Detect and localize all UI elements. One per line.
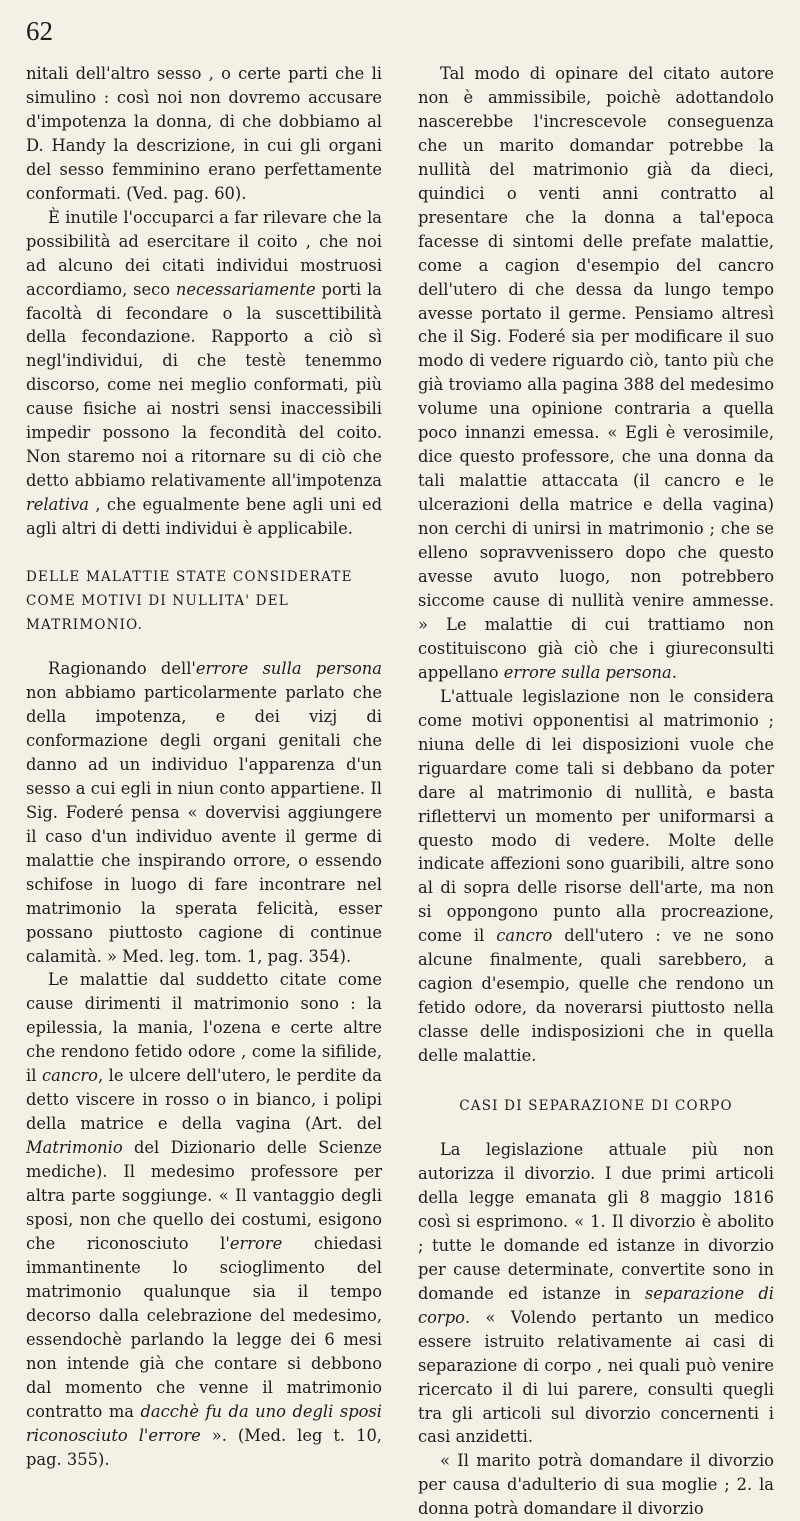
italic-text: dacchè fu da uno degli sposi riconosciuto l'errore [26,1401,382,1445]
paragraph: « Il marito potrà domandare il divorzio per causa d'adulterio di sua moglie ; 2. la donna potrà domandare il divorzio [418,1451,774,1519]
paragraph: La legislazione attuale più non autorizza il divorzio. I due primi articoli della legge emanata gli 8 maggio 1816 così si esprimono. « 1. Il divorzio è abolito ; tutte le domande ed istanze in divorzio per cause determinate, convertite sono in domande ed istanze in separazione di corpo. « Volendo pertanto un medico essere istruito relativamente ai casi di separazione di corpo , nei quali può venire ricercato il di lui parere, consulti quegli tra gli articoli sul divorzio concernenti i casi anzidetti. [418,1140,774,1447]
italic-text: errore sulla persona [503,662,672,682]
italic-text: cancro [41,1066,98,1086]
italic-text: errore [229,1233,283,1253]
italic-text: separazione di corpo [418,1283,774,1327]
italic-text: necessariamente [175,279,316,299]
paragraph: Ragionando dell'errore sulla persona non abbiamo particolarmente parlato che della impotenza, e dei vizj di conformazione degli organi genitali che danno ad un individuo l'apparenza d'un sesso a cui egli in niun conto appartiene. Il Sig. Foderé pensa « dovervisi aggiungere il caso d'un individuo avente il germe di malattie che inspirando orrore, o essendo schifose in luogo di fare incontrare nel matrimonio la sperata felicità, esser possano piuttosto cagione di continue calamità. » Med. leg. tom. 1, pag. 354). [26,659,382,966]
paragraph: nitali dell'altro sesso , o certe parti che li simulino : così noi non dovremo accusare d'impotenza la donna, di che dobbiamo al D. Handy la descrizione, in cui gli organi del sesso femminino erano perfettamente conformati. (Ved. pag. 60). [26,64,382,203]
italic-text: relativa [26,495,89,515]
italic-text: Matrimonio [26,1138,123,1158]
page-number: 62 [26,16,53,46]
italic-text: errore sulla persona [195,659,382,679]
paragraph: Tal modo di opinare del citato autore non è ammissibile, poichè adottandolo nascerebbe l'increscevole conseguenza che un marito domandar potrebbe la nullità del matrimonio già da dieci, quindici o venti anni contratto al presentare che la donna a tal'epoca facesse di sintomi delle prefate malattie, come a cagion d'esempio del cancro dell'utero di che dessa da lungo tempo avesse portato il germe. Pensiamo altresì che il Sig. Foderé sia per modificare il suo modo di vedere riguardo ciò, tanto più che già troviamo alla pagina 388 del medesimo volume una opinione contraria a quella poco innanzi emessa. « Egli è verosimile, dice questo professore, che una donna da tali malattie attaccata (il cancro e le ulcerazioni della matrice e della vagina) non cerchi di unirsi in matrimonio ; che se elleno sopravvenissero dopo che questo avesse avuto luogo, non potrebbero siccome cause di nullità venire ammesse. » Le malattie di cui trattiamo non costituiscono già ciò che i giureconsulti appellano errore sulla persona. [418,64,774,682]
section-heading: CASI DI SEPARAZIONE DI CORPO [459,1098,733,1115]
section-heading: DELLE MALATTIE STATE CONSIDERATE COME MOTIVI DI NULLITA' DEL MATRIMONIO. [26,569,353,634]
right-column [418,62,774,1521]
paragraph: È inutile l'occuparci a far rilevare che la possibilità ad esercitare il coito , che noi ad alcuno dei citati individui mostruosi accordiamo, seco necessariamente porti la facoltà di fecondare o la suscettibilità della fecondazione. Rapporto a ciò sì negl'individui, di che testè tenemmo discorso, come nei meglio conformati, più cause fisiche ai nostri sensi inaccessibili impedir possono la fecondità del coito. Non staremo noi a ritornare su di ciò che detto abbiamo relativamente all'impotenza relativa , che egualmente bene agli uni ed agli altri di detti individui è applicabile. [26,207,382,539]
left-column [26,62,382,1471]
paragraph: L'attuale legislazione non le considera come motivi opponentisi al matrimonio ; niuna delle di lei disposizioni vuole che riguardare come tali si debbano da poter dare al matrimonio di nullità, e basta riflettervi un momento per uniformarsi a questo modo di vedere. Molte delle indicate affezioni sono guaribili, altre sono al di sopra delle risorse dell'arte, ma non si oppongono punto alla procreazione, come il cancro dell'utero : ve ne sono alcune finalmente, quali sarebbero, a cagion d'esempio, quelle che rendono un fetido odore, da noverarsi piuttosto nella classe delle indisposizioni che in quella delle malattie. [418,686,774,1066]
italic-text: cancro [496,926,553,946]
paragraph: Le malattie dal suddetto citate come cause dirimenti il matrimonio sono : la epilessia, la mania, l'ozena e certe altre che rendono fetido odore , come la sifilide, il cancro, le ulcere dell'utero, le perdite da detto viscere in rosso o in bianco, i polipi della matrice e della vagina (Art. del Matrimonio del Dizionario delle Scienze mediche). Il medesimo professore per altra parte soggiunge. « Il vantaggio degli sposi, non che quello dei costumi, esigono che riconosciuto l'errore chiedasi immantinente lo scioglimento del matrimonio qualunque sia il tempo decorso dalla celebrazione del medesimo, essendochè parlando la legge dei 6 mesi non intende già che contare si debbono dal momento che venne il matrimonio contratto ma dacchè fu da uno degli sposi riconosciuto l'errore ». (Med. leg t. 10, pag. 355). [26,970,382,1469]
